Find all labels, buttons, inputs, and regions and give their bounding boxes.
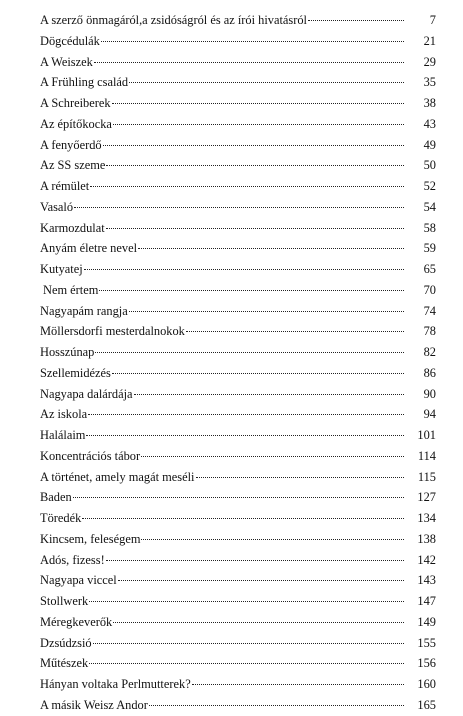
toc-entry-page-number: 82 [423, 345, 436, 359]
toc-entry-page-number: 114 [417, 448, 436, 463]
dot-leader [95, 352, 404, 353]
toc-entry [40, 31, 436, 52]
toc-entry [40, 467, 436, 488]
toc-entry [40, 487, 436, 508]
toc-entry-page-number: 115 [417, 469, 436, 484]
dot-leader [86, 435, 404, 436]
dot-leader [141, 539, 404, 540]
toc-entry-page-number: 165 [417, 697, 436, 712]
dot-leader [73, 497, 404, 498]
toc-entry [40, 197, 436, 218]
toc-entry-page-number: 49 [423, 137, 436, 152]
dot-leader [134, 394, 404, 395]
dot-leader [93, 643, 404, 644]
toc-entry-title: A másik Weisz Andor [40, 697, 148, 712]
toc-entry-page-number: 143 [417, 573, 436, 588]
toc-entry-page-number: 94 [423, 407, 436, 422]
toc-entry-title: Stollwerk [40, 594, 89, 608]
toc-entry-title: A szerző önmagáról,a zsidóságról és az írói hivatásról [40, 13, 307, 27]
dot-leader [129, 311, 404, 312]
toc-entry-page-number: 50 [423, 158, 436, 173]
toc-entry [40, 529, 436, 550]
toc-entry [40, 508, 436, 529]
toc-entry-page-number: 35 [423, 75, 436, 90]
dot-leader [308, 20, 404, 21]
toc-entry [40, 72, 436, 93]
toc-entry-title: Az iskola [40, 407, 88, 422]
toc-entry-page-number: 138 [417, 531, 436, 546]
toc-entry-title: Nagyapa viccel [40, 573, 117, 588]
toc-entry [40, 363, 436, 384]
dot-leader [106, 228, 404, 229]
dot-leader [113, 622, 404, 623]
table-of-contents [40, 10, 436, 716]
toc-entry-title: Nem értem [43, 282, 99, 297]
toc-entry-page-number: 59 [423, 241, 436, 256]
toc-entry-page-number: 52 [423, 179, 436, 193]
toc-entry-page-number: 58 [423, 220, 436, 235]
toc-entry [40, 135, 436, 156]
toc-entry-page-number: 21 [423, 33, 436, 48]
dot-leader [112, 373, 404, 374]
dot-leader [196, 477, 405, 478]
toc-entry-page-number: 65 [423, 262, 436, 276]
toc-entry-title: A Frühling család [40, 75, 129, 90]
toc-entry-title: Möllersdorfi mesterdalnokok [40, 324, 185, 339]
toc-entry-title: Kincsem, feleségem [40, 531, 141, 546]
toc-entry-title: Nagyapám rangja [40, 303, 128, 318]
toc-entry-title: Dzsúdzsió [40, 635, 92, 650]
dot-leader [103, 145, 404, 146]
toc-entry [40, 280, 436, 301]
dot-leader [84, 269, 404, 270]
toc-entry [40, 321, 436, 342]
toc-entry-title: Töredék [40, 511, 82, 525]
toc-entry-page-number: 142 [417, 552, 436, 567]
toc-entry-title: Szellemidézés [40, 365, 111, 380]
toc-entry-page-number: 70 [423, 282, 436, 297]
dot-leader [118, 580, 404, 581]
dot-leader [113, 124, 404, 125]
toc-entry-title: A fenyőerdő [40, 137, 102, 152]
toc-entry-title: A Schreiberek [40, 96, 111, 110]
dot-leader [192, 684, 404, 685]
toc-entry [40, 633, 436, 654]
dot-leader [106, 560, 404, 561]
toc-entry-page-number: 101 [417, 428, 436, 442]
dot-leader [106, 165, 404, 166]
toc-entry [40, 591, 436, 612]
dot-leader [141, 456, 404, 457]
toc-entry-title: Az építőkocka [40, 116, 112, 131]
toc-entry-page-number: 149 [417, 614, 436, 629]
dot-leader [94, 62, 404, 63]
toc-entry-title: A történet, amely magát meséli [40, 469, 195, 484]
toc-entry [40, 425, 436, 446]
dot-leader [90, 186, 404, 187]
dot-leader [82, 518, 404, 519]
toc-entry-title: Műtészek [40, 656, 89, 671]
toc-entry-title: A rémület [40, 179, 90, 193]
toc-entry-title: Halálaim [40, 428, 86, 442]
dot-leader [74, 207, 404, 208]
toc-entry-page-number: 43 [423, 116, 436, 131]
toc-entry-page-number: 7 [429, 13, 436, 27]
toc-entry-title: Vasaló [40, 199, 74, 214]
dot-leader [138, 248, 404, 249]
toc-entry-title: Anyám életre nevel [40, 241, 138, 256]
toc-entry [40, 695, 436, 716]
toc-entry [40, 238, 436, 259]
toc-entry-title: Méregkeverők [40, 614, 113, 629]
toc-entry [40, 10, 436, 31]
dot-leader [149, 705, 404, 706]
toc-entry-page-number: 86 [423, 365, 436, 380]
toc-entry [40, 301, 436, 322]
toc-entry-page-number: 147 [417, 594, 436, 608]
toc-entry [40, 384, 436, 405]
toc-entry-page-number: 29 [423, 54, 436, 69]
toc-entry [40, 52, 436, 73]
toc-entry [40, 550, 436, 571]
toc-entry-page-number: 134 [417, 511, 436, 525]
toc-entry [40, 93, 436, 114]
toc-entry-title: Hosszúnap [40, 345, 95, 359]
toc-entry-title: Adós, fizess! [40, 552, 105, 567]
toc-entry-page-number: 155 [417, 635, 436, 650]
toc-entry-title: Karmozdulat [40, 220, 105, 235]
toc-entry [40, 259, 436, 280]
toc-entry [40, 155, 436, 176]
toc-entry-page-number: 90 [423, 386, 436, 401]
toc-entry-page-number: 38 [423, 96, 436, 110]
dot-leader [101, 41, 404, 42]
dot-leader [186, 331, 404, 332]
toc-entry-page-number: 74 [423, 303, 436, 318]
toc-entry [40, 674, 436, 695]
dot-leader [112, 103, 404, 104]
toc-entry-page-number: 127 [417, 490, 436, 505]
toc-entry-title: Baden [40, 490, 72, 505]
toc-entry [40, 176, 436, 197]
toc-entry [40, 404, 436, 425]
toc-entry-page-number: 160 [417, 677, 436, 691]
toc-entry [40, 570, 436, 591]
toc-entry-title: Dögcédulák [40, 33, 100, 48]
toc-entry-page-number: 78 [423, 324, 436, 339]
dot-leader [99, 290, 404, 291]
toc-entry-title: Nagyapa dalárdája [40, 386, 133, 401]
dot-leader [88, 414, 404, 415]
toc-entry-title: Az SS szeme [40, 158, 106, 173]
dot-leader [129, 82, 404, 83]
toc-entry-page-number: 54 [423, 199, 436, 214]
toc-entry [40, 446, 436, 467]
toc-entry-title: Hányan voltaka Perlmutterek? [40, 677, 191, 691]
toc-entry [40, 342, 436, 363]
toc-entry-title: A Weiszek [40, 54, 93, 69]
toc-entry-title: Koncentrációs tábor [40, 448, 141, 463]
dot-leader [89, 601, 404, 602]
toc-entry-title: Kutyatej [40, 262, 83, 276]
toc-entry [40, 218, 436, 239]
toc-entry-page-number: 156 [417, 656, 436, 671]
toc-entry [40, 114, 436, 135]
toc-entry [40, 612, 436, 633]
